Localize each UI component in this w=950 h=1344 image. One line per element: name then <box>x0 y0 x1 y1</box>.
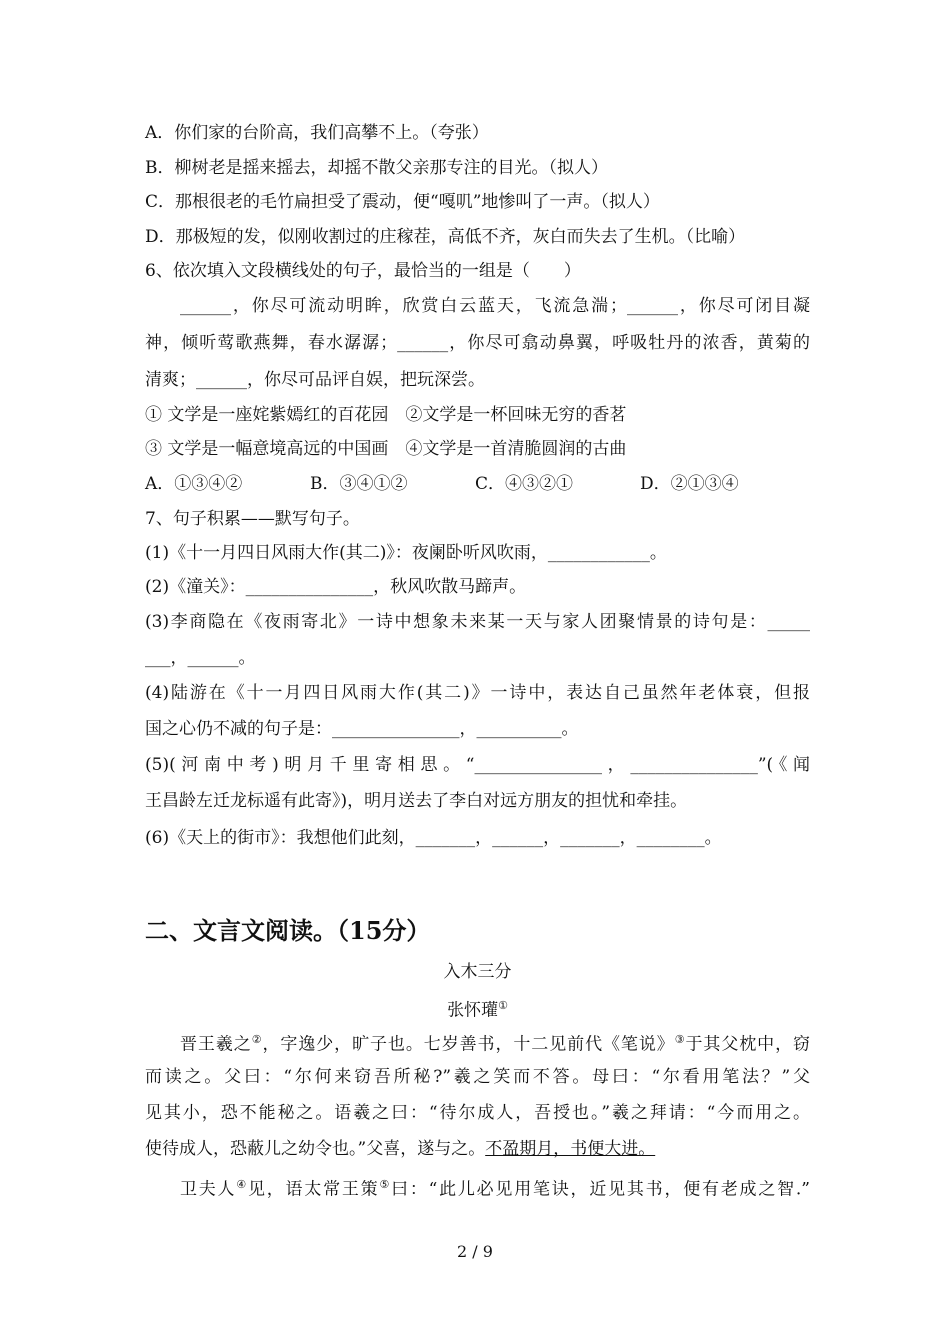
section-heading: 二、文言文阅读。（15分） <box>145 916 431 945</box>
footnote-marker: ③ <box>674 1033 686 1046</box>
footnote-marker: ⑤ <box>379 1178 392 1191</box>
passage-line-4 <box>145 1138 810 1160</box>
passage-text: ，字逸少，旷子也。七岁善书，十二见前代《笔说》 <box>262 1034 675 1055</box>
passage-text: 晋王羲之 <box>180 1034 252 1055</box>
footnote-marker: ④ <box>236 1178 248 1191</box>
question-7-title: 7、句子积累——默写句子。 <box>145 509 360 529</box>
option-a-text: A．你们家的台阶高，我们高攀不上。（夸张） <box>145 123 489 143</box>
question-6-passage-line-3: 清爽；______，你尽可品评自娱，把玩深尝。 <box>145 370 485 390</box>
question-7-item-3-cont: ___，______。 <box>145 648 256 668</box>
passage-line-5 <box>180 1174 810 1201</box>
passage-line-2: 而读之。父曰：“尔何来窃吾所秘?”羲之笑而不答。母曰：“尔看用笔法？”父 <box>145 1067 810 1087</box>
question-7-item-6: (6)《天上的街市》：我想他们此刻，_______，______，_______，________。 <box>145 828 722 848</box>
passage-text: 卫夫人 <box>180 1179 237 1200</box>
answer-option-a: A．①③④② <box>145 474 243 494</box>
question-6-choice-3-4: ③ 文学是一幅意境高远的中国画 ④文学是一首清脆圆润的古曲 <box>145 439 627 459</box>
question-7-item-4: (4)陆游在《十一月四日风雨大作(其二)》一诗中，表达自己虽然年老体衰，但报 <box>145 683 810 703</box>
passage-author-name: 张怀瓘 <box>447 1000 499 1021</box>
question-6-title: 6、依次填入文段横线处的句子，最恰当的一组是（ ） <box>145 261 581 281</box>
question-7-item-5-cont: 王昌龄左迁龙标遥有此寄》)，明月送去了李白对远方朋友的担忧和牵挂。 <box>145 791 688 811</box>
passage-title: 入木三分 <box>443 962 512 982</box>
passage-text: 见，语太常王策 <box>247 1179 380 1200</box>
question-6-passage-line-1: ______，你尽可流动明眸，欣赏白云蓝天，飞流急湍；______，你尽可闭目凝 <box>180 296 810 316</box>
passage-line-3: 见其小，恐不能秘之。语羲之曰：“待尔成人，吾授也。”羲之拜请：“今而用之。 <box>145 1103 810 1123</box>
passage-text: 使待成人，恐蔽儿之幼令也。”父喜，遂与之。 <box>145 1139 486 1159</box>
passage-author <box>145 995 810 1022</box>
page-number: 2 / 9 <box>457 1242 493 1261</box>
answer-option-d: D．②①③④ <box>640 474 739 494</box>
option-c-text: C．那根很老的毛竹扁担受了震动，便“嘎叽”地惨叫了一声。（拟人） <box>145 192 660 212</box>
question-6-answer-options <box>145 473 810 495</box>
question-7-item-4-cont: 国之心仍不减的句子是：_______________，__________。 <box>145 719 579 739</box>
question-7-item-5: (5)(河南中考)明月千里寄相思。“_______________，_______________”(《闻 <box>145 755 810 775</box>
question-7-item-2: (2)《潼关》：_______________，秋风吹散马蹄声。 <box>145 577 527 597</box>
question-6-choice-1-2: ① 文学是一座姹紫嫣红的百花园 ②文学是一杯回味无穷的香茗 <box>145 405 627 425</box>
option-d-text: D．那极短的发，似刚收割过的庄稼茬，高低不齐，灰白而失去了生机。（比喻） <box>145 227 746 247</box>
question-7-item-1: (1)《十一月四日风雨大作(其二)》：夜阑卧听风吹雨，____________。 <box>145 543 667 563</box>
question-7-item-3: (3)李商隐在《夜雨寄北》一诗中想象未来某一天与家人团聚情景的诗句是：_____ <box>145 612 810 632</box>
footnote-marker: ② <box>251 1033 263 1046</box>
option-b-text: B．柳树老是摇来摇去，却摇不散父亲那专注的目光。（拟人） <box>145 158 608 178</box>
answer-option-c: C．④③②① <box>475 474 574 494</box>
passage-line-1 <box>180 1029 810 1056</box>
passage-text: 曰：“此儿必见用笔诀，近见其书，便有老成之智.” <box>391 1179 810 1200</box>
answer-option-b: B．③④①② <box>310 474 408 494</box>
passage-text: 于其父枕中，窃 <box>685 1034 811 1055</box>
question-6-passage-line-2: 神，倾听莺歌燕舞，春水潺潺；______，你尽可翕动鼻翼，呼吸牡丹的浓香，黄菊的 <box>145 333 810 353</box>
footnote-marker: ① <box>498 999 508 1012</box>
underlined-sentence: 不盈期月，书便大进。 <box>485 1139 656 1159</box>
